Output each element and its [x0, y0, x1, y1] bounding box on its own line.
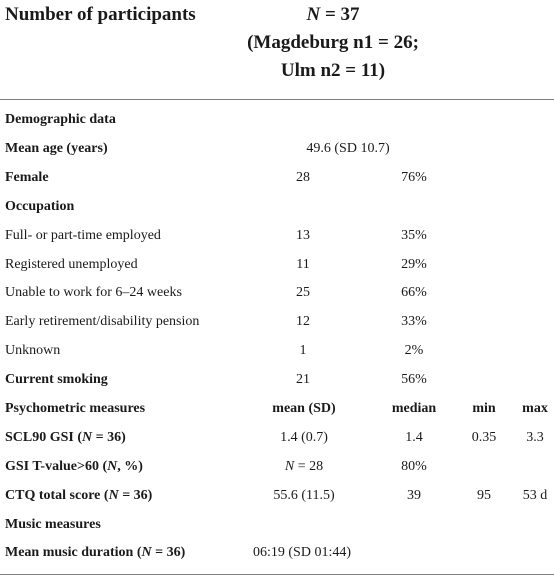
- col-median: median: [391, 401, 437, 416]
- row-scl90-mean: 1.4 (0.7): [280, 430, 328, 445]
- row-unknown-label: Unknown: [5, 343, 61, 358]
- row-unknown-n: 1: [299, 343, 307, 358]
- row-ctq-mean: 55.6 (11.5): [273, 488, 335, 503]
- row-smoking-n: 21: [296, 372, 310, 387]
- header-magdeburg: (Magdeburg n1 = 26;: [247, 32, 419, 53]
- row-female-label: Female: [5, 170, 49, 185]
- row-retirement-n: 12: [296, 314, 310, 329]
- row-ctq-max: 53 d: [522, 488, 548, 503]
- n-symbol: N: [306, 4, 321, 25]
- row-fullpart-label: Full- or part-time employed: [5, 228, 161, 243]
- row-scl90-median: 1.4: [405, 430, 423, 445]
- row-retirement-label: Early retirement/disability pension: [5, 314, 200, 329]
- row-scl90-min: 0.35: [471, 430, 497, 445]
- row-gsi-n: N = 28: [284, 459, 324, 474]
- section-occupation: Occupation: [5, 199, 75, 214]
- row-gsi-pct: 80%: [401, 459, 427, 474]
- header-ulm: Ulm n2 = 11): [280, 60, 386, 81]
- row-unemployed-n: 11: [296, 257, 310, 272]
- col-max: max: [522, 401, 548, 416]
- row-unknown-pct: 2%: [404, 343, 424, 358]
- row-female-n: 28: [296, 170, 310, 185]
- section-demographic: Demographic data: [5, 112, 116, 127]
- row-unable-pct: 66%: [401, 285, 427, 300]
- n-value: = 37: [320, 4, 360, 25]
- row-scl90-label: SCL90 GSI (N = 36): [5, 430, 126, 445]
- row-music-value: 06:19 (SD 01:44): [253, 545, 351, 560]
- row-retirement-pct: 33%: [401, 314, 427, 329]
- row-smoking-pct: 56%: [401, 372, 427, 387]
- row-fullpart-n: 13: [296, 228, 310, 243]
- row-music-label: Mean music duration (N = 36): [5, 545, 186, 560]
- col-min: min: [472, 401, 496, 416]
- header-label: Number of participants: [5, 4, 196, 25]
- row-mean-age-value: 49.6 (SD 10.7): [306, 141, 390, 156]
- row-female-pct: 76%: [401, 170, 427, 185]
- row-unemployed-pct: 29%: [401, 257, 427, 272]
- row-ctq-min: 95: [477, 488, 491, 503]
- table-bottom-rule: [0, 574, 554, 575]
- header-n-total: [306, 4, 359, 26]
- row-unable-label: Unable to work for 6–24 weeks: [5, 285, 182, 300]
- row-unemployed-label: Registered unemployed: [5, 257, 138, 272]
- row-ctq-median: 39: [407, 488, 421, 503]
- row-ctq-label: CTQ total score (N = 36): [5, 488, 153, 503]
- header-divider: [0, 99, 554, 100]
- row-fullpart-pct: 35%: [401, 228, 427, 243]
- row-scl90-max: 3.3: [526, 430, 544, 445]
- row-unable-n: 25: [296, 285, 310, 300]
- row-mean-age-label: Mean age (years): [5, 141, 108, 156]
- section-music: Music measures: [5, 517, 101, 532]
- col-mean-sd: mean (SD): [272, 401, 336, 416]
- row-smoking-label: Current smoking: [5, 372, 108, 387]
- section-psychometric: Psychometric measures: [5, 401, 146, 416]
- row-gsi-label: GSI T-value>60 (N, %): [5, 459, 143, 474]
